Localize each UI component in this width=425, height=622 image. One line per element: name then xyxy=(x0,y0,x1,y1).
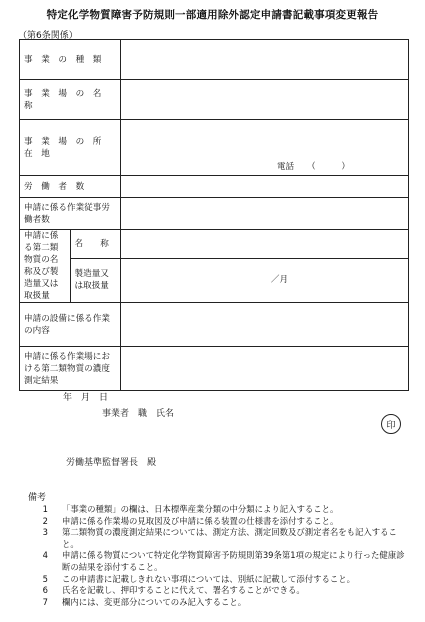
applicant-workers-label: 申請に係る作業従事労働者数 xyxy=(20,198,121,230)
note-text: 欄内には、変更部分についてのみ記入すること。 xyxy=(62,596,247,607)
measurement-result-field[interactable] xyxy=(121,347,409,391)
note-number: 6 xyxy=(42,585,48,596)
applicant-workers-field[interactable] xyxy=(121,198,409,230)
report-date: 年 月 日 xyxy=(63,393,109,403)
equipment-work-field[interactable] xyxy=(121,303,409,347)
note-number: 1 xyxy=(42,504,48,514)
business-type-label: 事 業 の 種 類 xyxy=(20,40,121,80)
note-item xyxy=(28,550,408,573)
note-item xyxy=(28,574,408,586)
note-item xyxy=(28,504,408,516)
substance-amount-label: 製造量又は取扱量 xyxy=(70,258,121,302)
workplace-name-label: 事 業 場 の 名 称 xyxy=(20,80,121,120)
note-number: 5 xyxy=(42,573,48,584)
note-item xyxy=(28,585,408,597)
substance-amount-field[interactable] xyxy=(121,258,409,302)
amount-unit: ／月 xyxy=(270,275,289,286)
addressee: 労働基準監督署長 殿 xyxy=(66,458,157,468)
note-number: 4 xyxy=(42,550,48,561)
substance-label: 申請に係る第二類物質の名称及び製造量又は取扱量 xyxy=(20,230,71,303)
note-item xyxy=(28,516,408,528)
note-text: 第二類物質の濃度測定結果については、測定方法、測定回数及び測定者名をも記入すること。 xyxy=(62,527,397,549)
note-number: 3 xyxy=(42,527,48,538)
employer-name-line: 事業者 職 氏名 xyxy=(102,409,175,419)
note-number: 7 xyxy=(42,596,48,607)
workplace-address-field[interactable] xyxy=(121,120,409,176)
workplace-name-field[interactable] xyxy=(121,80,409,120)
workplace-address-label: 事 業 場 の 所 在 地 xyxy=(20,120,121,176)
notes-list xyxy=(28,504,408,608)
note-text: この申請書に記載しきれない事項については、別紙に記載して添付すること。 xyxy=(62,573,355,584)
note-text: 申請に係る物質について特定化学物質障害予防規則第39条第1項の規定により行った健康診断の結果を添付すること。 xyxy=(62,550,405,572)
article-reference: （第6条関係） xyxy=(18,31,78,41)
business-type-field[interactable] xyxy=(121,40,409,80)
substance-name-label: 名 称 xyxy=(70,230,121,259)
substance-name-field[interactable] xyxy=(121,230,409,259)
note-number: 2 xyxy=(42,515,48,526)
notes-heading: 備考 xyxy=(28,493,47,503)
measurement-result-label: 申請に係る作業場における第二類物質の濃度測定結果 xyxy=(20,347,121,391)
note-text: 「事業の種類」の欄は、日本標準産業分類の中分類により記入すること。 xyxy=(62,504,339,514)
phone-number-field: 電話 （ ） xyxy=(276,162,350,172)
equipment-work-label: 申請の設備に係る作業の内容 xyxy=(20,303,121,347)
seal-mark: 印 xyxy=(381,414,401,434)
note-item xyxy=(28,597,408,609)
workers-count-label: 労 働 者 数 xyxy=(20,176,121,198)
report-form-table xyxy=(19,39,409,391)
form-title: 特定化学物質障害予防規則一部適用除外認定申請書記載事項変更報告 xyxy=(46,9,379,21)
note-item xyxy=(28,527,408,550)
workers-count-field[interactable] xyxy=(121,176,409,198)
note-text: 申請に係る作業場の見取図及び申請に係る装置の仕様書を添付すること。 xyxy=(62,515,339,526)
note-text: 氏名を記載し、押印することに代えて、署名することができる。 xyxy=(62,585,305,596)
